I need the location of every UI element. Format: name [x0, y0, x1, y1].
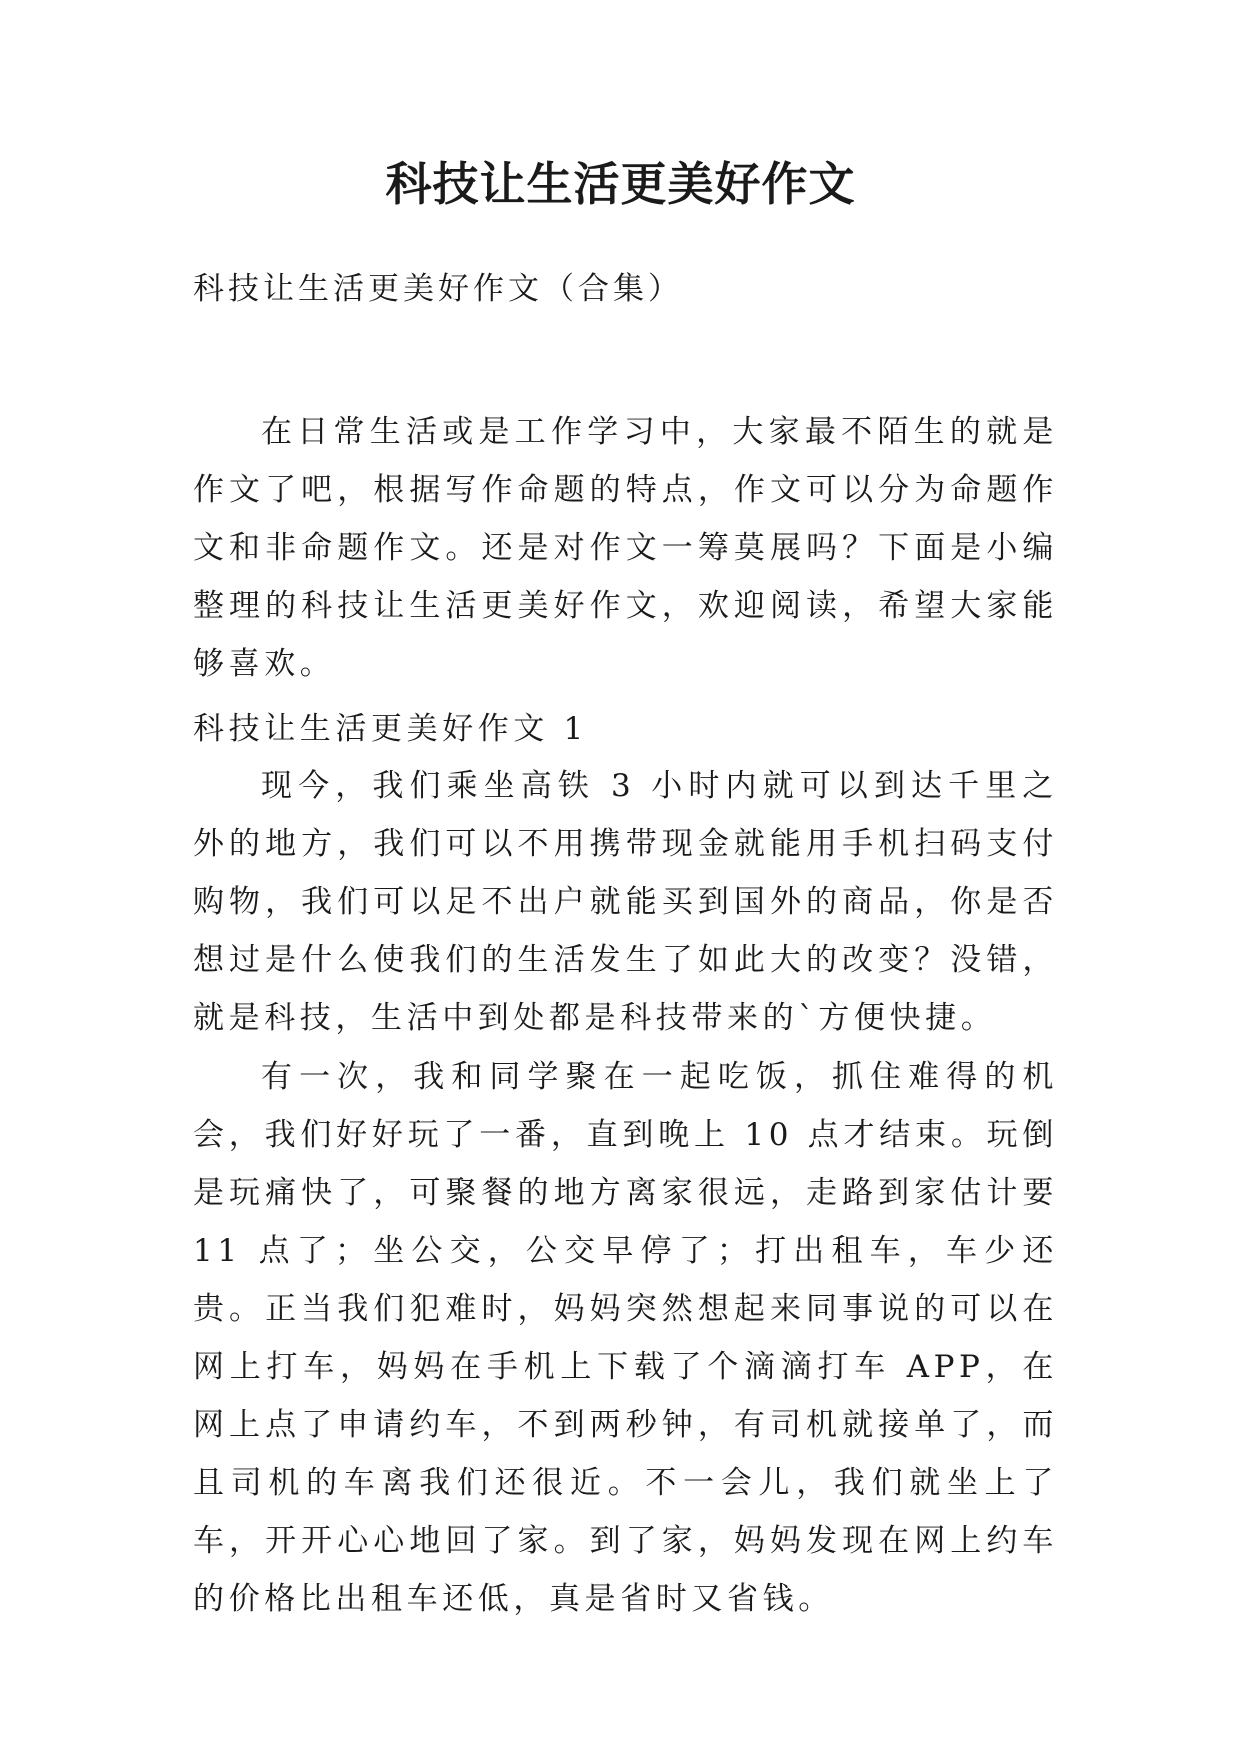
- body-paragraph: 有一次，我和同学聚在一起吃饭，抓住难得的机会，我们好好玩了一番，直到晚上 10 点才结束。玩倒是玩痛快了，可聚餐的地方离家很远，走路到家估计要 11 点了；坐公交，公交早停了；打出租车，车少还贵。正当我们犯难时，妈妈突然想起来同事说的可以在网上打车，妈妈在手机上下载了个滴滴打车 APP，在网上点了申请约车，不到两秒钟，有司机就接单了，而且司机的车离我们还很近。不一会儿，我们就坐上了车，开开心心地回了家。到了家，妈妈发现在网上约车的价格比出租车还低，真是省时又省钱。: [193, 1059, 1058, 1617]
- body-paragraph: 现今，我们乘坐高铁 3 小时内就可以到达千里之外的地方，我们可以不用携带现金就能用手机扫码支付购物，我们可以足不出户就能买到国外的商品，你是否想过是什么使我们的生活发生了如此大的改变？没错，就是科技，生活中到处都是科技带来的`方便快捷。: [193, 768, 1058, 1036]
- intro-paragraph: 在日常生活或是工作学习中，大家最不陌生的就是作文了吧，根据写作命题的特点，作文可以分为命题作文和非命题作文。还是对作文一筹莫展吗？下面是小编整理的科技让生活更美好作文，欢迎阅读，希望大家能够喜欢。: [193, 414, 1058, 682]
- document-title: 科技让生活更美好作文: [385, 157, 856, 211]
- document-subtitle: 科技让生活更美好作文（合集）: [193, 271, 683, 307]
- section-heading: 科技让生活更美好作文 1: [193, 711, 588, 747]
